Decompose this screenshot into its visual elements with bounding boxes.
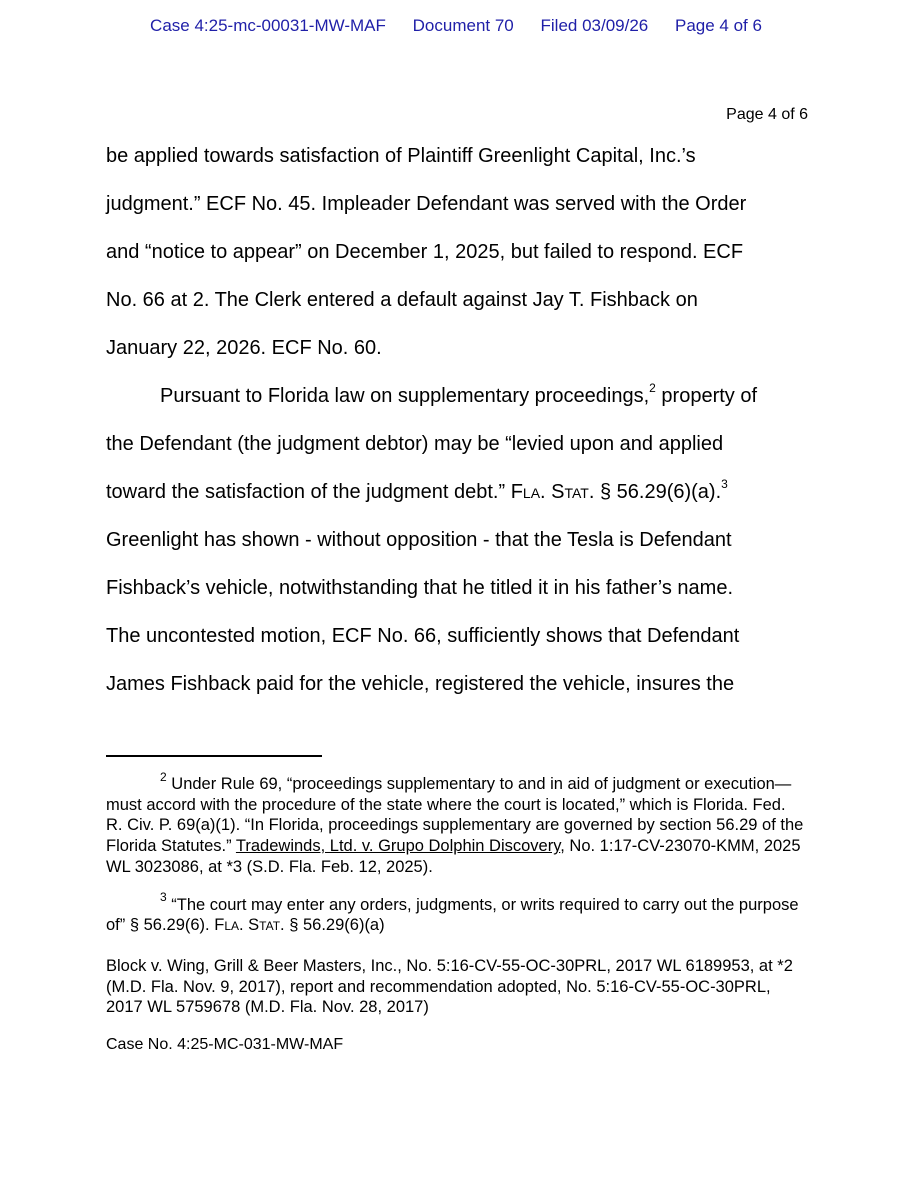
text-line: No. 66 at 2. The Clerk entered a default against Jay T. Fishback on [106,289,698,311]
statute-citation: Fla. Stat. [510,481,595,503]
block-citation: Block v. Wing, Grill & Beer Masters, Inc., No. 5:16-CV-55-OC-30PRL, 2017 WL 6189953, at *2 (M.D. Fla. Nov. 9, 2017), report and recommendation adopted, No. 5:16-CV-55-OC-30PRL, 2017 WL 5759678 (M.D. Fla. Nov. 28, 2017) [106,956,793,1017]
text-line: and “notice to appear” on December 1, 2025, but failed to respond. ECF [106,241,744,263]
ecf-case-number: Case 4:25-mc-00031-MW-MAF [150,16,386,35]
page-number: Page 4 of 6 [726,106,808,123]
text-line [106,372,806,420]
ecf-page-indicator: Page 4 of 6 [674,16,762,35]
text-line [106,468,806,516]
footnote-3 [106,890,806,936]
text-line: the Defendant (the judgment debtor) may be “levied upon and applied [106,433,724,455]
footnote-text: Under Rule 69, “proceedings supplementary to and in aid of judgment or execution—must accord with the procedure of the state where the court is located,” which is Florida. Fed. R. Civ. P. 69(a)(1). “In Florida, proceedings supplementary are governed by section 56.29 of the Florida Statutes.” [106,775,804,856]
footnote-text: , No. 1:17-CV-23070-KMM, 2025 WL 3023086, at *3 (S.D. Fla. Feb. 12, 2025). [106,837,801,876]
ecf-document-number: Document 70 [412,16,514,35]
case-name-link[interactable]: Tradewinds, Ltd. v. Grupo Dolphin Discovery [235,837,561,856]
paragraph-florida-law [106,372,806,708]
text-line: January 22, 2026. ECF No. 60. [106,337,382,359]
document-body [106,132,806,708]
footnote-text: “The court may enter any orders, judgments, or writs required to carry out the purpose of” § 56.29(6). [106,895,799,935]
text-segment: Pursuant to Florida law on supplementary proceedings, [160,385,650,407]
footnote-marker: 3 [160,890,167,905]
footnote-separator [106,755,322,757]
ecf-filed-date: Filed 03/09/26 [540,16,649,35]
text-line: Fishback’s vehicle, notwithstanding that he titled it in his father’s name. [106,577,734,599]
footnotes-section [106,769,806,1056]
footnote-2 [106,769,806,878]
footnote-ref-3[interactable]: 3 [721,477,728,492]
footnote-marker: 2 [160,769,167,784]
text-line: James Fishback paid for the vehicle, registered the vehicle, insures the [106,673,735,695]
ecf-filing-header [0,15,912,37]
text-segment: toward the satisfaction of the judgment debt.” [106,481,511,503]
statute-citation: Fla. Stat. [214,916,285,935]
text-segment: § 56.29(6)(a). [594,481,722,503]
text-line: Greenlight has shown - without opposition - that the Tesla is Defendant [106,529,732,551]
text-line: judgment.” ECF No. 45. Impleader Defendant was served with the Order [106,193,747,215]
text-line: The uncontested motion, ECF No. 66, sufficiently shows that Defendant [106,625,740,647]
footnote-text: § 56.29(6)(a) [284,916,385,935]
text-line: be applied towards satisfaction of Plaintiff Greenlight Capital, Inc.’s [106,145,696,167]
footnote-ref-2[interactable]: 2 [649,381,656,396]
paragraph-continuation [106,132,806,372]
case-number-footer: Case No. 4:25-MC-031-MW-MAF [106,1036,344,1054]
text-segment: property of [655,385,758,407]
